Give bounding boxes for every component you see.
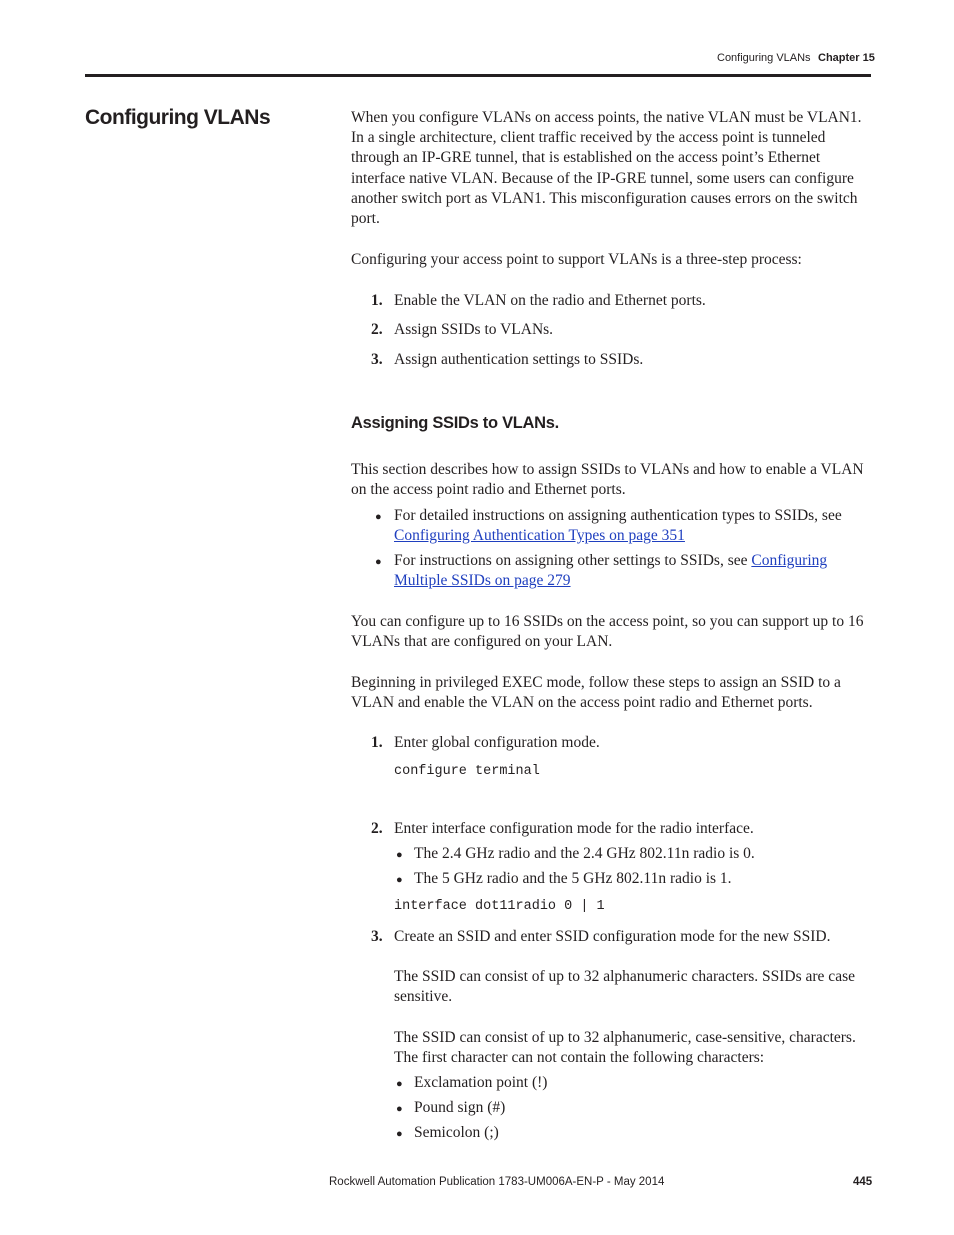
list-item: The 5 GHz radio and the 5 GHz 802.11n radio is 1. <box>414 870 732 887</box>
running-header-chapter: Chapter 15 <box>818 52 875 64</box>
step-number: 2. <box>371 820 383 837</box>
step-note: The SSID can consist of up to 32 alphanumeric characters. SSIDs are case sensitive. <box>394 968 855 1006</box>
process-step-number: 1. <box>371 292 383 309</box>
section-intro: This section describes how to assign SSIDs to VLANs and how to enable a VLAN on the access point radio and Ethernet ports. <box>351 461 864 499</box>
process-step-text: Assign SSIDs to VLANs. <box>394 321 554 338</box>
process-intro: Configuring your access point to support VLANs is a three-step process: <box>351 251 802 268</box>
page-title: Configuring VLANs <box>85 106 271 129</box>
link-configuring-multiple-ssids[interactable]: Configuring Multiple SSIDs on page 279 <box>394 552 828 590</box>
list-item: Exclamation point (!) <box>414 1074 548 1091</box>
running-header-section: Configuring VLANs <box>717 52 811 64</box>
bullet-icon: ● <box>396 1128 403 1140</box>
step-number: 3. <box>371 928 383 945</box>
bullet-icon: ● <box>396 1103 403 1115</box>
reference-text: For detailed instructions on assigning authentication types to SSIDs, see <box>394 507 842 524</box>
reference-item <box>394 506 872 546</box>
section-heading: Assigning SSIDs to VLANs. <box>351 414 559 432</box>
bullet-icon: ● <box>396 1078 403 1090</box>
code-command: interface dot11radio 0 | 1 <box>394 899 605 914</box>
step-text: Enter global configuration mode. <box>394 734 600 751</box>
page-number: 445 <box>853 1176 873 1188</box>
exec-intro-paragraph: Beginning in privileged EXEC mode, follow these steps to assign an SSID to a VLAN and enable the VLAN on the access point radio and Ethernet ports. <box>351 674 841 712</box>
header-rule <box>85 74 871 77</box>
process-step-text: Assign authentication settings to SSIDs. <box>394 351 644 368</box>
footer-publication: Rockwell Automation Publication 1783-UM006A-EN-P - May 2014 <box>329 1176 665 1188</box>
bullet-icon: ● <box>396 849 403 861</box>
bullet-icon: ● <box>375 511 382 523</box>
bullet-icon: ● <box>396 874 403 886</box>
step-text: Enter interface configuration mode for the radio interface. <box>394 820 754 837</box>
reference-item <box>394 551 872 591</box>
capacity-paragraph: You can configure up to 16 SSIDs on the access point, so you can support up to 16 VLANs that are configured on your LAN. <box>351 613 864 651</box>
process-step-text: Enable the VLAN on the radio and Ethernet ports. <box>394 292 706 309</box>
list-item: Pound sign (#) <box>414 1099 506 1116</box>
reference-text: For instructions on assigning other settings to SSIDs, see <box>394 552 752 569</box>
step-number: 1. <box>371 734 383 751</box>
process-step-number: 2. <box>371 321 383 338</box>
step-note: The SSID can consist of up to 32 alphanumeric, case-sensitive, characters. The first character can not contain the following characters: <box>394 1029 856 1067</box>
process-step-number: 3. <box>371 351 383 368</box>
intro-paragraph: When you configure VLANs on access points, the native VLAN must be VLAN1. In a single architecture, client traffic received by the access point is tunneled through an IP-GRE tunnel, that is established on the access point’s Ethernet interface native VLAN. Because of the IP-GRE tunnel, some users can configure another switch port as VLAN1. This misconfiguration causes errors on the switch port. <box>351 109 862 228</box>
list-item: The 2.4 GHz radio and the 2.4 GHz 802.11n radio is 0. <box>414 845 755 862</box>
step-text: Create an SSID and enter SSID configuration mode for the new SSID. <box>394 928 831 945</box>
code-command: configure terminal <box>394 764 540 779</box>
bullet-icon: ● <box>375 556 382 568</box>
list-item: Semicolon (;) <box>414 1124 499 1141</box>
link-configuring-authentication-types[interactable]: Configuring Authentication Types on page 351 <box>394 527 685 545</box>
